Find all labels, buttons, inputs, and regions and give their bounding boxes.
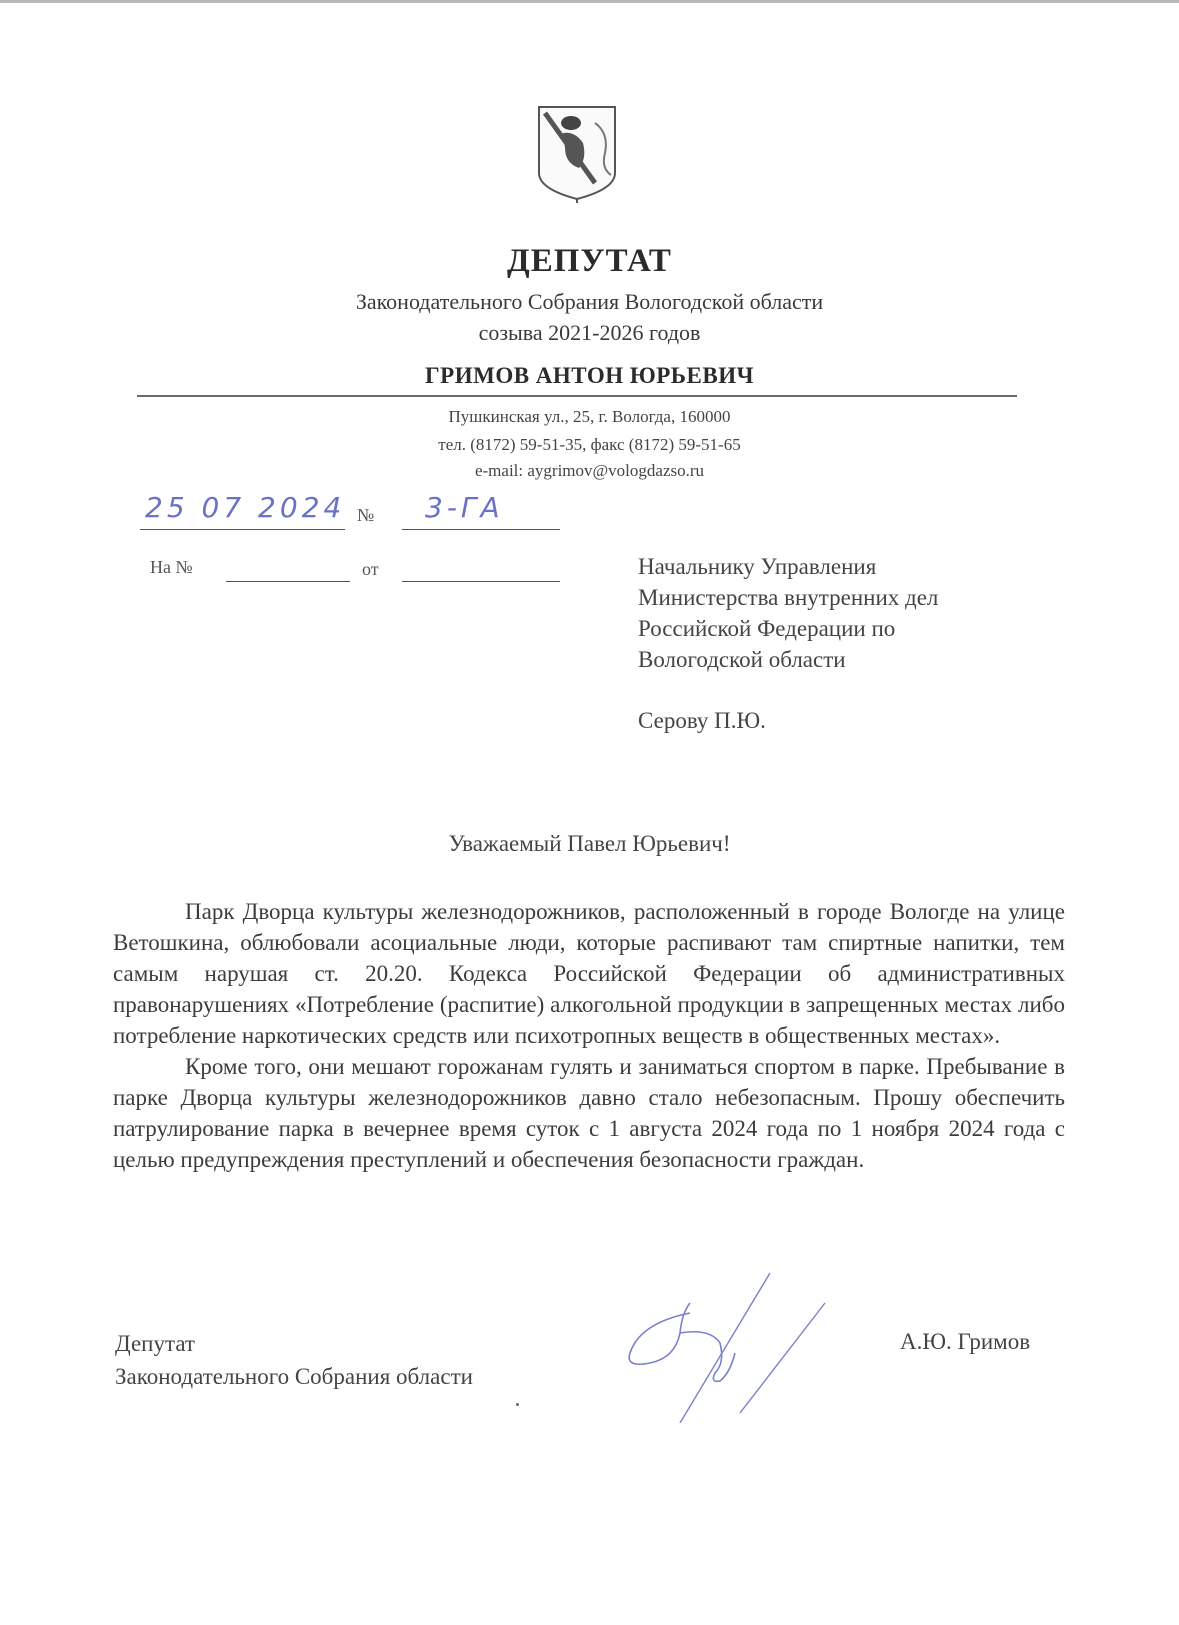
recipient-line: Начальнику Управления — [638, 554, 877, 579]
recipient-line: Вологодской области — [638, 647, 846, 672]
signer-position-line: Законодательного Собрания области — [115, 1364, 473, 1389]
letterhead-title: ДЕПУТАТ — [507, 243, 672, 279]
reply-date-line — [402, 581, 560, 582]
handwritten-signature-icon — [620, 1273, 860, 1423]
letterhead-name: ГРИМОВ АНТОН ЮРЬЕВИЧ — [425, 363, 754, 388]
recipient-line: Министерства внутренних дел — [638, 585, 939, 610]
number-label: № — [357, 505, 375, 525]
registration-date: 25 07 2024 — [145, 491, 346, 524]
letterhead-phone-fax: тел. (8172) 59-51-35, факс (8172) 59-51-65 — [438, 435, 741, 454]
letterhead-divider — [137, 395, 1017, 397]
coat-of-arms-icon — [535, 103, 619, 203]
letter-body — [113, 896, 1065, 1175]
signer-name: А.Ю. Гримов — [900, 1329, 1031, 1354]
body-paragraph: Кроме того, они мешают горожанам гулять и заниматься спортом в парке. Пребывание в парке Дворца культуры железнодорожников давно стало небезопасным. Прошу обеспечить патрулирование парка в вечернее время суток с 1 августа 2024 года по 1 ноября 2024 года с целью предупреждения преступлений и обеспечения безопасности граждан. — [113, 1054, 1065, 1172]
greeting: Уважаемый Павел Юрьевич! — [448, 831, 731, 856]
stray-mark — [516, 1403, 519, 1406]
letterhead-email: e-mail: aygrimov@vologdazso.ru — [474, 461, 705, 480]
letterhead-subtitle-1: Законодательного Собрания Вологодской области — [355, 289, 824, 314]
letter-page — [0, 3, 1179, 1625]
date-underline — [140, 529, 345, 530]
registration-number: 3-ГА — [425, 491, 504, 524]
reply-number-label: На № — [150, 557, 193, 577]
signer-position-line: Депутат — [115, 1331, 195, 1356]
recipient-line: Российской Федерации по — [638, 616, 896, 641]
recipient-name: Серову П.Ю. — [638, 708, 766, 733]
recipient-block — [638, 551, 938, 675]
reply-from-label: от — [362, 559, 379, 579]
signer-position — [115, 1327, 473, 1393]
body-paragraph: Парк Дворца культуры железнодорожников, расположенный в городе Вологде на улице Ветошкина, облюбовали асоциальные люди, которые распивают там спиртные напитки, тем самым нарушая ст. 20.20. Кодекса Российской Федерации об административных правонарушениях «Потребление (распитие) алкогольной продукции в запрещенных местах либо потребление наркотических средств или психотропных веществ в общественных местах». — [113, 899, 1065, 1048]
number-underline — [402, 529, 560, 530]
reply-number-line — [226, 581, 350, 582]
letterhead-address: Пушкинская ул., 25, г. Вологда, 160000 — [448, 407, 731, 426]
letterhead-subtitle-2: созыва 2021-2026 годов — [478, 320, 701, 345]
